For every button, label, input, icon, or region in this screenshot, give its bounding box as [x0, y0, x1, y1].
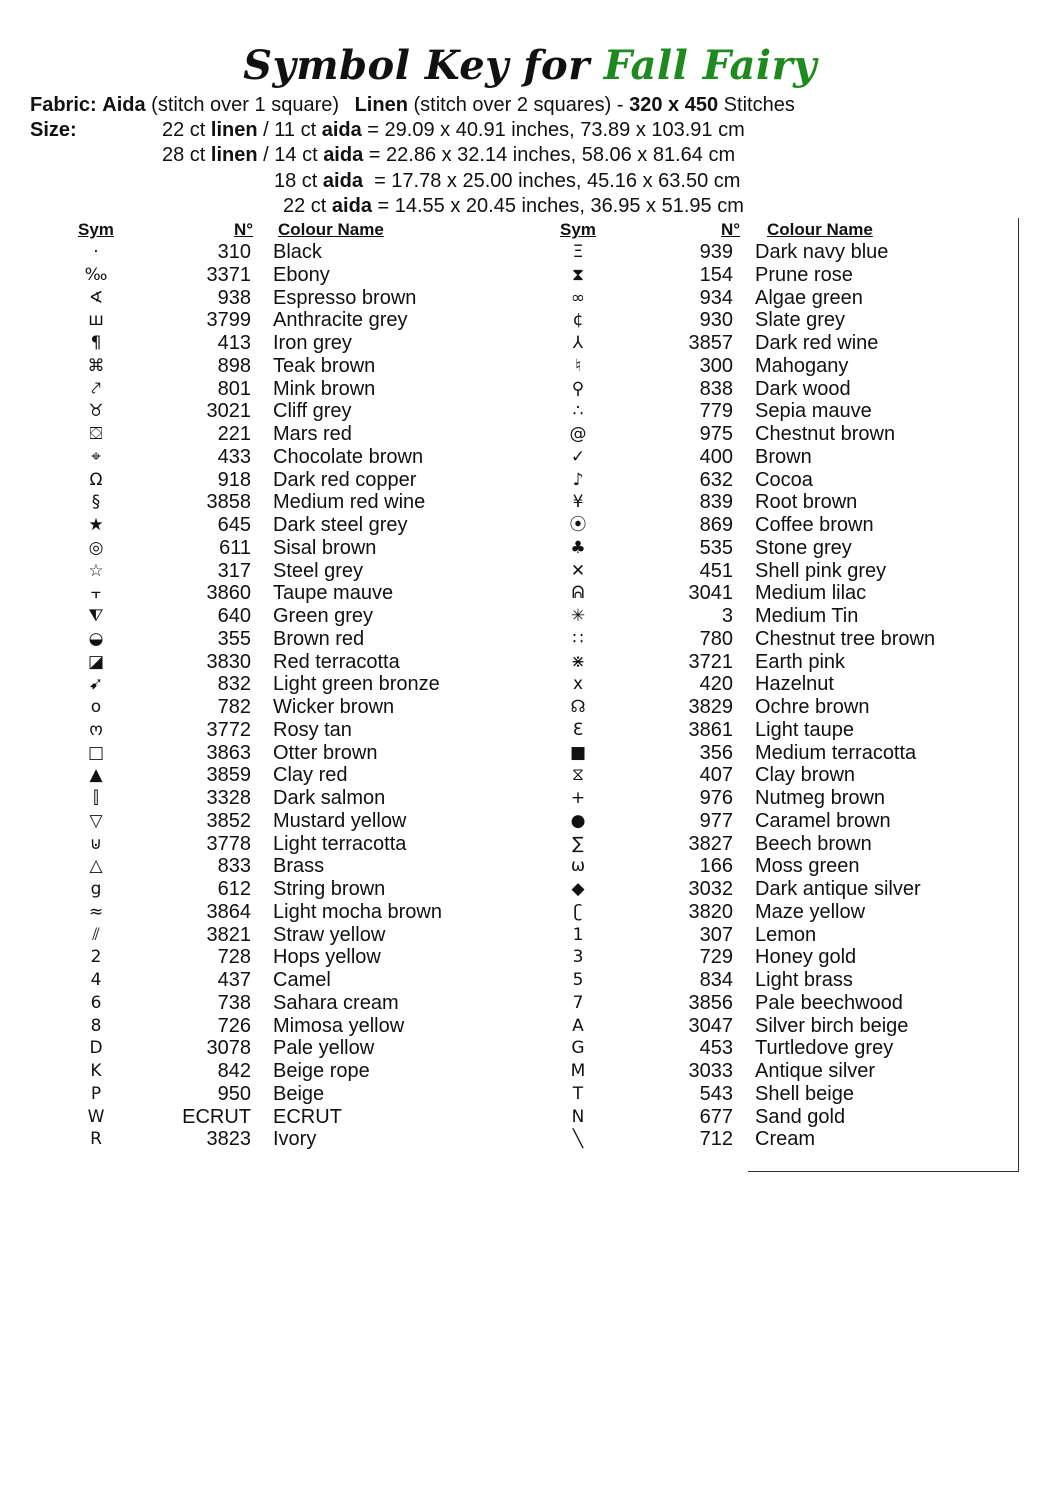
colour-number: 782: [217, 696, 251, 718]
colour-number: 3021: [206, 400, 251, 423]
symbol-glyph: +: [570, 788, 586, 808]
symbol-glyph: ☆: [88, 560, 104, 581]
colour-name: String brown: [273, 878, 386, 900]
colour-name: Rosy tan: [273, 718, 352, 741]
colour-name: Chestnut brown: [755, 423, 896, 445]
colour-number: 3827: [688, 832, 733, 855]
symbol-glyph: ‰: [84, 264, 108, 285]
colour-number: 3772: [206, 718, 251, 741]
colour-name: Light brass: [755, 969, 853, 991]
symbol-glyph: ■: [569, 742, 587, 763]
colour-number: 3041: [688, 582, 733, 605]
colour-name: Brass: [273, 855, 325, 878]
symbol-glyph: ¥: [572, 492, 584, 513]
symbol-glyph: ⤤: [91, 378, 101, 399]
colour-name: Shell beige: [755, 1082, 854, 1105]
colour-number: 3047: [688, 1014, 733, 1037]
symbol-glyph: ⫽: [92, 924, 100, 945]
colour-number: 839: [699, 491, 733, 514]
colour-name: Light mocha brown: [273, 900, 442, 923]
fabric-line: [30, 93, 795, 117]
symbol-glyph: ◎: [88, 537, 104, 558]
colour-name: Red terracotta: [273, 650, 400, 673]
colour-number: 3863: [206, 741, 251, 764]
colour-name: Mimosa yellow: [273, 1014, 405, 1037]
colour-number: 451: [699, 559, 733, 582]
colour-name: Medium Tin: [755, 605, 859, 627]
symbol-glyph: ⋇: [570, 651, 586, 672]
symbol-glyph: ω: [570, 856, 586, 877]
colour-number: 3371: [206, 263, 251, 286]
colour-name: Light terracotta: [273, 832, 407, 855]
symbol-glyph: 7: [572, 992, 584, 1013]
left-col-sym-header: Sym: [78, 220, 114, 239]
colour-name: Taupe mauve: [273, 582, 394, 605]
colour-number: 3820: [688, 900, 733, 923]
symbol-glyph: ≈: [88, 901, 104, 922]
colour-name: Anthracite grey: [273, 309, 408, 332]
symbol-glyph: ➹: [88, 674, 104, 695]
colour-number: 400: [699, 445, 733, 468]
symbol-glyph: 8: [90, 1015, 102, 1036]
colour-name: Dark antique silver: [755, 878, 921, 900]
fabric-linen: Linen: [354, 94, 408, 116]
colour-number: 918: [217, 468, 251, 491]
symbol-glyph: ш: [88, 310, 104, 331]
symbol-glyph: ◒: [88, 628, 104, 649]
colour-name: Hops yellow: [273, 946, 381, 969]
colour-number: ECRUT: [182, 1105, 251, 1128]
colour-name: Iron grey: [273, 332, 352, 354]
colour-number: 154: [699, 263, 733, 286]
colour-number: 738: [217, 991, 251, 1014]
colour-number: 869: [699, 514, 733, 536]
colour-name: Dark red wine: [755, 332, 879, 354]
colour-number: 611: [219, 536, 251, 559]
colour-name: Mars red: [273, 423, 352, 445]
colour-number: 640: [217, 605, 251, 627]
colour-number: 726: [217, 1014, 251, 1037]
colour-number: 3032: [688, 878, 733, 900]
page-title: [0, 42, 1060, 89]
colour-number: 3823: [206, 1128, 251, 1151]
stitches-count: 320 x 450: [629, 94, 719, 116]
colour-number: 833: [217, 855, 251, 878]
colour-number: 317: [217, 559, 251, 582]
symbol-glyph: N: [571, 1106, 585, 1127]
colour-name: Chestnut tree brown: [755, 627, 936, 650]
colour-name: Steel grey: [273, 559, 364, 582]
symbol-glyph: ·: [93, 242, 99, 262]
colour-number: 413: [217, 332, 251, 354]
colour-name: Beech brown: [755, 832, 872, 855]
colour-number: 801: [217, 377, 251, 400]
colour-number: 407: [699, 764, 733, 787]
size-line-1: 22 ct linen / 11 ct aida = 29.09 x 40.91 inches, 73.89 x 103.91 cm: [162, 119, 745, 141]
symbol-glyph: □: [87, 742, 105, 763]
colour-number: 612: [217, 878, 251, 900]
colour-name: Nutmeg brown: [755, 787, 886, 809]
colour-number: 938: [217, 286, 251, 309]
colour-number: 779: [699, 400, 733, 423]
colour-name: Coffee brown: [755, 514, 874, 536]
symbol-glyph: 3: [572, 947, 584, 968]
symbol-glyph: ∑: [572, 833, 584, 854]
colour-number: 3860: [206, 582, 251, 605]
symbol-glyph: ⧖: [572, 765, 584, 786]
colour-number: 355: [217, 627, 251, 650]
colour-number: 898: [217, 354, 251, 377]
colour-name: Mink brown: [273, 377, 376, 400]
colour-name: Cream: [755, 1128, 816, 1151]
fabric-aida-note: (stitch over 1 square): [151, 94, 340, 116]
symbol-glyph: 1: [572, 924, 584, 945]
colour-name: Medium red wine: [273, 491, 426, 514]
colour-number: 3829: [688, 696, 733, 718]
colour-name: Root brown: [755, 491, 858, 514]
symbol-glyph: Ξ: [572, 242, 584, 262]
colour-name: Stone grey: [755, 536, 852, 559]
colour-name: Silver birch beige: [755, 1014, 909, 1037]
colour-number: 3033: [688, 1060, 733, 1082]
colour-name: Sisal brown: [273, 536, 377, 559]
colour-number: 632: [699, 468, 733, 491]
colour-name: Straw yellow: [273, 923, 386, 946]
colour-number: 3858: [206, 491, 251, 514]
symbol-glyph: A: [572, 1015, 584, 1036]
symbol-glyph: G: [571, 1038, 585, 1059]
colour-number: 300: [699, 354, 733, 377]
colour-name: Ivory: [273, 1128, 317, 1151]
size-line-3: 18 ct aida = 17.78 x 25.00 inches, 45.16 x 63.50 cm: [274, 170, 741, 192]
colour-name: Medium lilac: [755, 582, 867, 605]
size-label: Size:: [30, 119, 77, 141]
symbol-glyph: @: [569, 424, 587, 444]
colour-name: Mustard yellow: [273, 809, 407, 832]
colour-name: Shell pink grey: [755, 559, 887, 582]
colour-number: 221: [217, 423, 251, 445]
colour-number: 166: [699, 855, 733, 878]
right-col-num-header: N°: [721, 220, 741, 239]
colour-name: Moss green: [755, 855, 860, 878]
symbol-glyph: ♉: [88, 401, 104, 422]
colour-name: Pale yellow: [273, 1037, 375, 1060]
symbol-glyph: ✕: [570, 560, 586, 581]
fabric-label: Fabric:: [30, 94, 97, 116]
colour-name: ECRUT: [273, 1105, 342, 1128]
colour-number: 420: [699, 673, 733, 696]
symbol-glyph: ⧗: [572, 264, 584, 285]
colour-name: Sepia mauve: [755, 400, 872, 423]
colour-name: Slate grey: [755, 309, 846, 332]
title-prefix: Symbol Key for: [243, 42, 590, 89]
symbol-glyph: P: [90, 1083, 102, 1104]
colour-name: Brown: [755, 445, 812, 468]
colour-number: 930: [699, 309, 733, 332]
symbol-glyph: ¢: [572, 310, 584, 331]
symbol-glyph: §: [91, 492, 101, 513]
colour-name: Beige: [273, 1082, 325, 1105]
colour-number: 677: [699, 1105, 733, 1128]
symbol-glyph: M: [570, 1061, 586, 1081]
symbol-glyph: ♣: [570, 537, 586, 558]
symbol-glyph: D: [89, 1038, 103, 1059]
colour-name: Lemon: [755, 923, 817, 946]
symbol-glyph: ♮: [574, 355, 582, 376]
colour-number: 3078: [206, 1037, 251, 1060]
colour-name: Teak brown: [273, 354, 376, 377]
colour-number: 453: [699, 1037, 733, 1060]
colour-number: 838: [699, 377, 733, 400]
colour-number: 977: [699, 809, 733, 832]
colour-number: 3852: [206, 809, 251, 832]
colour-name: Ebony: [273, 263, 330, 286]
fabric-aida: Aida: [102, 94, 146, 116]
colour-name: Ochre brown: [755, 696, 870, 718]
symbol-glyph: ¶: [90, 333, 102, 353]
colour-number: 3821: [206, 923, 251, 946]
colour-number: 842: [217, 1060, 251, 1082]
colour-name: Antique silver: [755, 1060, 876, 1082]
symbol-glyph: ⛋: [89, 424, 103, 444]
colour-number: 712: [699, 1128, 733, 1151]
colour-number: 3857: [688, 332, 733, 354]
symbol-glyph: ▲: [89, 765, 103, 786]
symbol-glyph: 6: [90, 992, 102, 1013]
colour-name: Pale beechwood: [755, 991, 903, 1014]
colour-number: 310: [217, 241, 251, 263]
colour-number: 3: [721, 605, 733, 627]
colour-number: 728: [217, 946, 251, 969]
colour-number: 3799: [206, 309, 251, 332]
symbol-glyph: ⧨: [88, 606, 104, 626]
colour-number: 939: [699, 241, 733, 263]
colour-name: Cocoa: [755, 468, 813, 491]
symbol-glyph: ◪: [87, 651, 105, 672]
symbol-glyph: △: [89, 856, 103, 877]
colour-name: Cliff grey: [273, 400, 352, 423]
colour-number: 645: [217, 514, 251, 536]
size-line-4: 22 ct aida = 14.55 x 20.45 inches, 36.95 x 51.95 cm: [283, 195, 744, 217]
colour-name: Sahara cream: [273, 991, 399, 1014]
colour-name: Medium terracotta: [755, 741, 917, 764]
colour-number: 832: [217, 673, 251, 696]
size-line-2: 28 ct linen / 14 ct aida = 22.86 x 32.14 inches, 58.06 x 81.64 cm: [162, 144, 736, 166]
symbol-glyph: ∢: [88, 287, 104, 308]
symbol-glyph: ⌖: [91, 446, 101, 467]
colour-number: 3328: [206, 787, 251, 809]
colour-name: Chocolate brown: [273, 445, 424, 468]
colour-name: Hazelnut: [755, 673, 834, 696]
symbol-glyph: Ω: [89, 469, 103, 490]
colour-number: 437: [217, 969, 251, 991]
colour-name: Dark salmon: [273, 787, 386, 809]
symbol-glyph: ⅄: [572, 333, 584, 353]
symbol-glyph: K: [90, 1061, 102, 1081]
symbol-glyph: R: [90, 1129, 102, 1150]
colour-number: 950: [217, 1082, 251, 1105]
symbol-glyph: ◆: [571, 879, 585, 899]
colour-name: Wicker brown: [273, 696, 395, 718]
colour-name: Black: [273, 241, 322, 263]
right-border-line: [1018, 218, 1019, 1171]
symbol-glyph: Ɛ: [572, 719, 584, 740]
symbol-glyph: ♪: [572, 469, 584, 490]
colour-name: Dark navy blue: [755, 241, 889, 263]
colour-name: Honey gold: [755, 946, 857, 969]
symbol-glyph: ⫟: [90, 583, 102, 604]
right-col-sym-header: Sym: [560, 220, 596, 239]
colour-name: Mahogany: [755, 354, 849, 377]
colour-number: 543: [699, 1082, 733, 1105]
symbol-glyph: ო: [89, 719, 103, 740]
colour-number: 3721: [688, 650, 733, 673]
symbol-glyph: g: [90, 879, 102, 899]
colour-number: 535: [699, 536, 733, 559]
symbol-glyph: ⦿: [569, 515, 587, 535]
symbol-glyph: x: [572, 674, 584, 695]
symbol-glyph: ✳: [570, 606, 586, 626]
symbol-glyph: o: [90, 697, 102, 717]
symbol-glyph: ✓: [570, 446, 586, 467]
colour-name: Maze yellow: [755, 900, 866, 923]
colour-number: 3859: [206, 764, 251, 787]
colour-number: 976: [699, 787, 733, 809]
colour-name: Brown red: [273, 627, 365, 650]
colour-name: Dark steel grey: [273, 514, 408, 536]
colour-name: Algae green: [755, 286, 863, 309]
colour-number: 3830: [206, 650, 251, 673]
colour-name: Light green bronze: [273, 673, 440, 696]
symbol-glyph: ∷: [572, 628, 584, 649]
symbol-glyph: ᕱ: [571, 583, 585, 604]
colour-name: Earth pink: [755, 650, 846, 673]
colour-name: Dark wood: [755, 377, 851, 400]
right-col-name-header: Colour Name: [767, 220, 873, 239]
colour-number: 3856: [688, 991, 733, 1014]
colour-number: 934: [699, 286, 733, 309]
symbol-glyph: 5: [572, 970, 584, 990]
symbol-glyph: ▽: [89, 810, 103, 831]
symbol-glyph: ╲: [572, 1129, 584, 1150]
left-col-num-header: N°: [234, 220, 254, 239]
colour-name: Green grey: [273, 605, 374, 627]
symbol-glyph: ⌘: [87, 355, 105, 376]
symbol-glyph: ⫿: [93, 788, 99, 808]
colour-name: Camel: [273, 969, 331, 991]
colour-number: 975: [699, 423, 733, 445]
colour-name: Espresso brown: [273, 286, 417, 309]
bottom-border-line: [748, 1171, 1019, 1172]
symbol-glyph: T: [572, 1083, 584, 1104]
colour-name: Clay red: [273, 764, 348, 787]
colour-name: Dark red copper: [273, 468, 417, 491]
colour-number: 834: [699, 969, 733, 991]
colour-number: 433: [217, 445, 251, 468]
stitches-word: Stitches: [723, 94, 795, 116]
fabric-linen-note: (stitch over 2 squares) -: [413, 94, 624, 116]
title-name: Fall Fairy: [603, 42, 817, 89]
colour-number: 356: [699, 741, 733, 764]
symbol-glyph: ∴: [572, 401, 584, 422]
symbol-glyph: ⚲: [571, 378, 585, 399]
symbol-glyph: ʗ: [573, 901, 583, 922]
colour-number: 3778: [206, 832, 251, 855]
colour-name: Light taupe: [755, 718, 854, 741]
colour-number: 307: [699, 923, 733, 946]
symbol-glyph: ∞: [570, 287, 586, 308]
symbol-glyph: 4: [90, 970, 102, 990]
symbol-glyph: ★: [88, 515, 104, 535]
colour-number: 729: [699, 946, 733, 969]
symbol-glyph: ☊: [570, 697, 586, 717]
colour-name: Clay brown: [755, 764, 856, 787]
symbol-glyph: W: [87, 1106, 105, 1127]
left-col-name-header: Colour Name: [278, 220, 384, 239]
colour-name: Otter brown: [273, 741, 378, 764]
colour-number: 780: [699, 627, 733, 650]
symbol-glyph: ⊍: [89, 833, 103, 854]
colour-name: Sand gold: [755, 1105, 846, 1128]
colour-number: 3861: [688, 718, 733, 741]
colour-name: Turtledove grey: [755, 1037, 894, 1060]
colour-name: Prune rose: [755, 263, 853, 286]
colour-name: Beige rope: [273, 1060, 370, 1082]
symbol-glyph: ●: [570, 810, 586, 831]
colour-number: 3864: [206, 900, 251, 923]
colour-name: Caramel brown: [755, 809, 891, 832]
symbol-glyph: 2: [90, 947, 102, 968]
